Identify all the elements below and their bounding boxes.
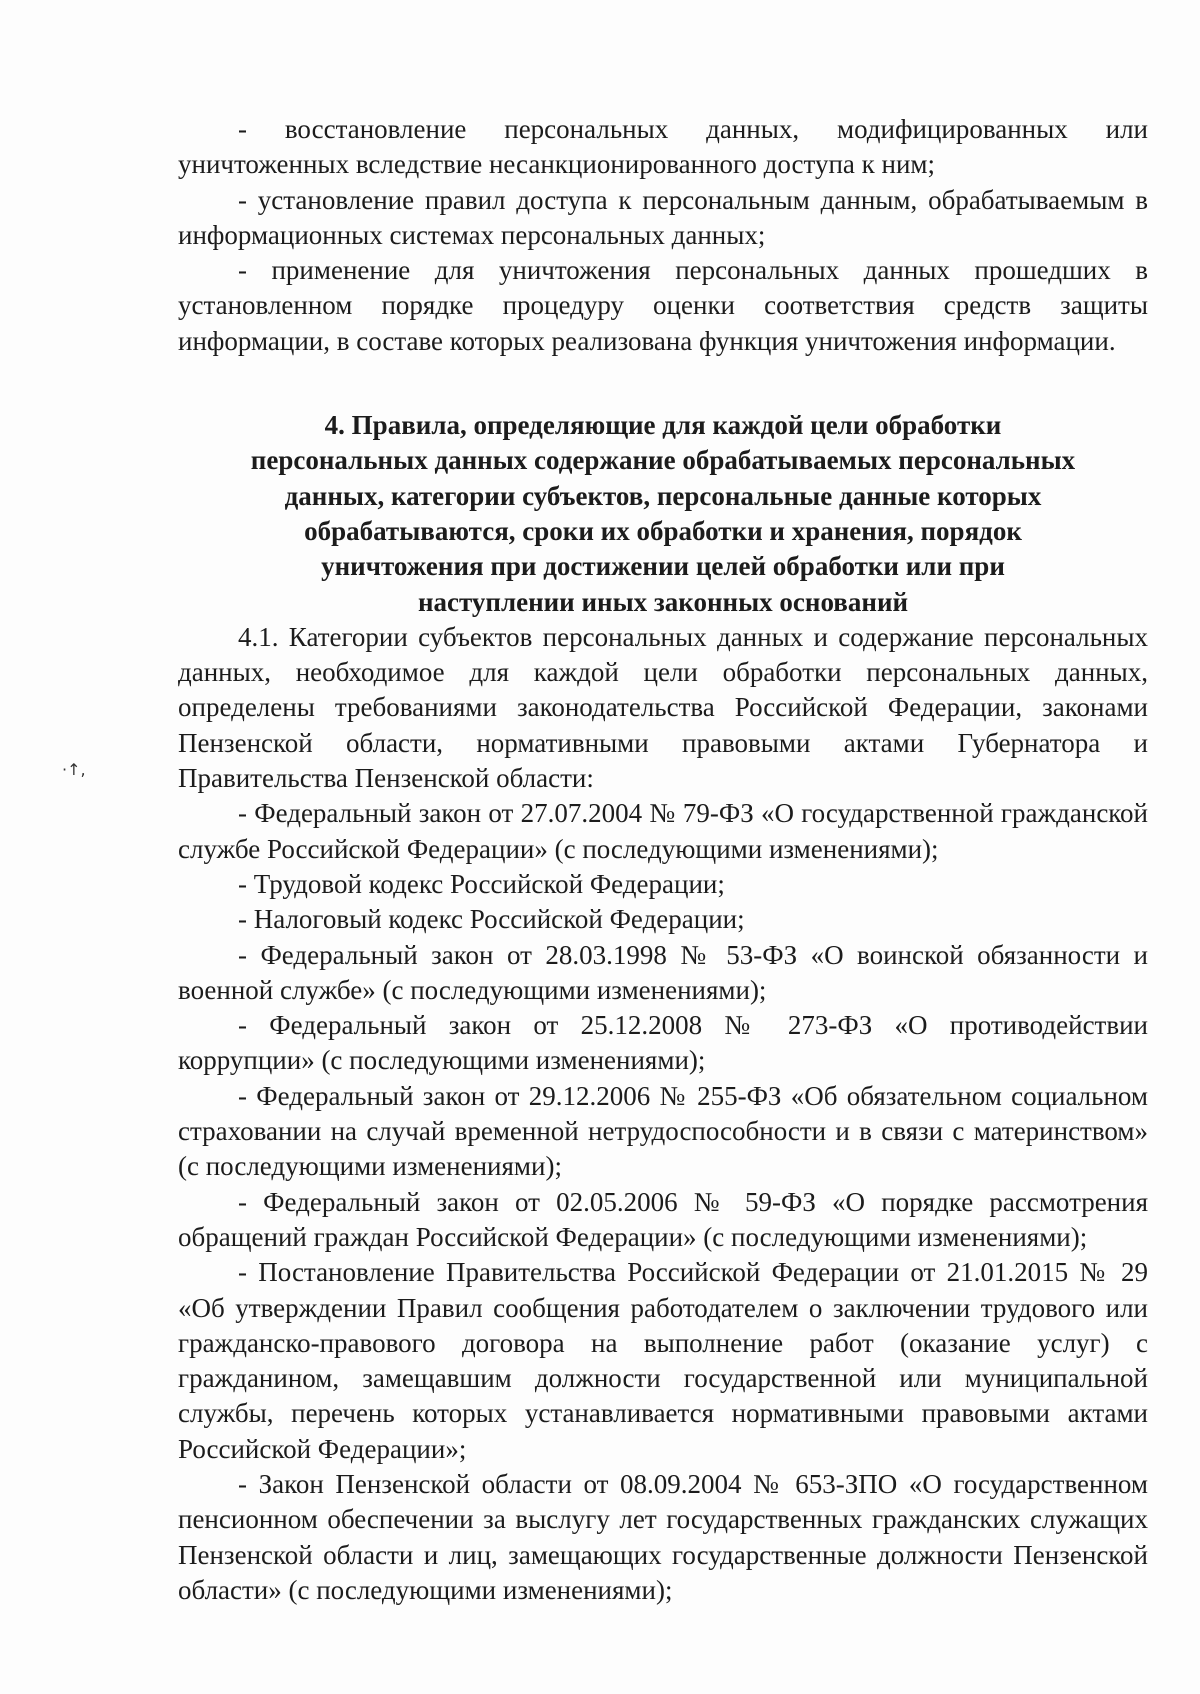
law-item-53-fz: - Федеральный закон от 28.03.1998 № 53-ФЗ «О воинской обязанности и военной службе» (с последующими изменениями); — [178, 939, 1148, 1005]
paragraph-access-rules: - установление правил доступа к персональным данным, обрабатываемым в информационных системах персональных данных; — [178, 184, 1148, 250]
section-heading: 4. Правила, определяющие для каждой цели обработки персональных данных содержание обрабатываемых персональных данных, категории субъектов, персональные данные которых обрабатываются, сроки их обработки и хранения, порядок уничтожения при достижении целей обработки или при наступлении иных законных оснований — [250, 410, 1076, 617]
law-item-273-fz: - Федеральный закон от 25.12.2008 № 273-ФЗ «О противодействии коррупции» (с последующими изменениями); — [178, 1010, 1148, 1076]
law-item-79-fz: - Федеральный закон от 27.07.2004 № 79-ФЗ «О государственной гражданской службе Российской Федерации» (с последующими изменениями); — [178, 798, 1148, 864]
law-item-labor-code: - Трудовой кодекс Российской Федерации; — [238, 868, 725, 899]
margin-scan-mark: ·↑, — [62, 760, 86, 779]
law-item-255-fz: - Федеральный закон от 29.12.2006 № 255-ФЗ «Об обязательном социальном страховании на случай временной нетрудоспособности и в связи с материнством» (с последующими изменениями); — [178, 1080, 1148, 1182]
document-body — [178, 112, 1148, 1608]
law-item-59-fz: - Федеральный закон от 02.05.2006 № 59-ФЗ «О порядке рассмотрения обращений граждан Российской Федерации» (с последующими изменениями); — [178, 1186, 1148, 1252]
paragraph-destruction-means: - применение для уничтожения персональных данных прошедших в установленном порядке процедуру оценки соответствия средств защиты информации, в составе которых реализована функция уничтожения информации. — [178, 255, 1148, 356]
law-item-resolution-29: - Постановление Правительства Российской Федерации от 21.01.2015 № 29 «Об утверждении Правил сообщения работодателем о заключении трудового или гражданско-правового договора на выполнение работ (оказание услуг) с гражданином, замещавшим должности государственной или муниципальной службы, перечень которых устанавливается нормативными правовыми актами Российской Федерации»; — [178, 1257, 1148, 1464]
paragraph-restore-data: - восстановление персональных данных, модифицированных или уничтоженных вследствие несанкционированного доступа к ним; — [178, 114, 1148, 180]
law-item-tax-code: - Налоговый кодекс Российской Федерации; — [238, 904, 745, 935]
clause-4-1: 4.1. Категории субъектов персональных данных и содержание персональных данных, необходимое для каждой цели обработки персональных данных, определены требованиями законодательства Российской Федерации, законами Пензенской области, нормативными правовыми актами Губернатора и Правительства Пензенской области: — [178, 621, 1148, 794]
law-item-653-zpo: - Закон Пензенской области от 08.09.2004 № 653-ЗПО «О государственном пенсионном обеспечении за выслугу лет государственных гражданских служащих Пензенской области и лиц, замещающих государственные должности Пензенской области» (с последующими изменениями); — [178, 1468, 1148, 1605]
